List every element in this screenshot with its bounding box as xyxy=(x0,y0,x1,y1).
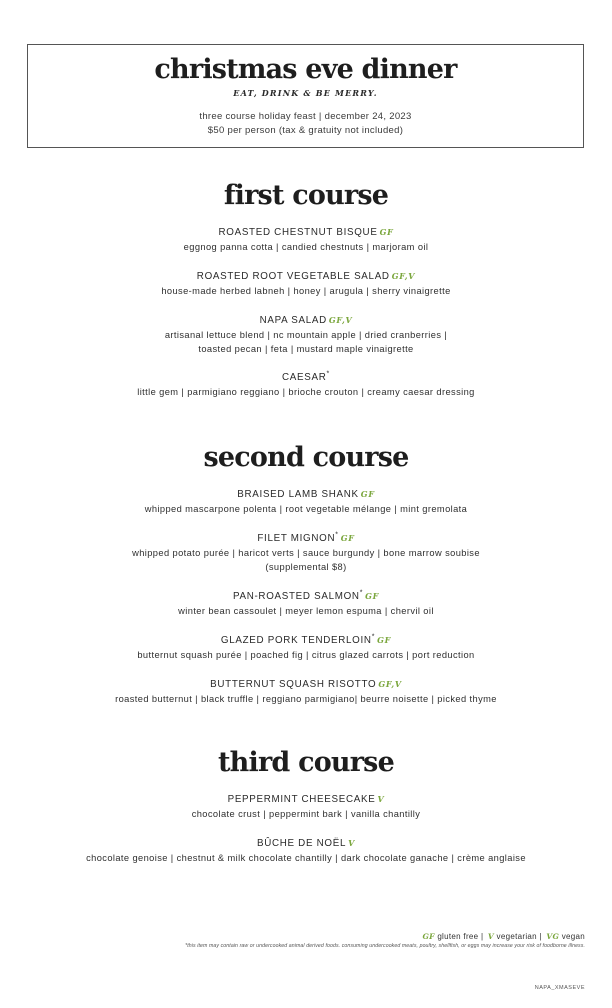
raw-item-asterisk: * xyxy=(335,531,339,539)
dish-description: whipped mascarpone polenta | root vegetable mélange | mint gremolata xyxy=(144,504,468,514)
raw-item-asterisk: * xyxy=(371,633,376,641)
course-title-third: third course xyxy=(218,747,394,778)
dish-description: eggnog panna cotta | candied chestnuts | marjoram oil xyxy=(183,242,429,252)
dish-description: chocolate crust | peppermint bark | vanilla chantilly xyxy=(191,809,421,819)
dish-description: little gem | parmigiano reggiano | brioche crouton | creamy caesar dressing xyxy=(137,387,475,397)
dish-name: FILET MIGNON* GF xyxy=(257,531,355,544)
dish-name: NAPA SALAD GF,V xyxy=(259,315,353,326)
vg-legend-label: vegan xyxy=(561,932,585,941)
dish-description: winter bean cassoulet | meyer lemon espuma | chervil oil xyxy=(178,606,434,616)
gf-legend-code: GF xyxy=(422,932,435,941)
dish-description: artisanal lettuce blend | nc mountain apple | dried cranberries | xyxy=(164,330,448,340)
dish-buche-de-noel xyxy=(0,836,612,865)
raw-item-asterisk: * xyxy=(359,589,364,597)
v-legend-code: V xyxy=(487,932,494,941)
course-title-first: first course xyxy=(223,180,389,211)
dish-name: PEPPERMINT CHEESECAKE V xyxy=(227,794,385,805)
dish-name: ROASTED CHESTNUT BISQUE GF xyxy=(218,227,394,238)
dish-peppermint-cheesecake xyxy=(0,792,612,821)
legend-separator: | xyxy=(480,932,484,941)
gf-tag: GF xyxy=(377,635,392,645)
dish-glazed-pork-tenderloin xyxy=(0,633,612,662)
gf-tag: GF xyxy=(365,591,380,601)
raw-food-disclaimer: *this item may contain raw or undercooked animal derived foods. consuming undercooked meats, poultry, shellfish, or eggs may increase your risk of foodborne illness. xyxy=(185,943,585,949)
dish-filet-mignon xyxy=(0,531,612,574)
dish-name: PAN-ROASTED SALMON* GF xyxy=(232,589,380,602)
dietary-legend xyxy=(420,932,585,941)
dish-braised-lamb-shank xyxy=(0,487,612,516)
dish-description: whipped potato purée | haricot verts | sauce burgundy | bone marrow soubise xyxy=(132,548,480,558)
dish-name: BRAISED LAMB SHANK GF xyxy=(237,489,375,500)
event-details: three course holiday feast | december 24, 2023 xyxy=(199,111,412,122)
dish-roasted-chestnut-bisque xyxy=(0,225,612,254)
dish-name: ROASTED ROOT VEGETABLE SALAD GF,V xyxy=(196,271,416,282)
dish-description: chocolate genoise | chestnut & milk chocolate chantilly | dark chocolate ganache | crème anglaise xyxy=(86,853,526,863)
dish-butternut-squash-risotto xyxy=(0,677,612,706)
v-tag: V xyxy=(348,838,356,848)
gf-v-tag: GF,V xyxy=(391,271,416,281)
dish-description: butternut squash purée | poached fig | citrus glazed carrots | port reduction xyxy=(137,650,475,660)
vg-legend-code: VG xyxy=(546,932,560,941)
dish-napa-salad xyxy=(0,313,612,356)
dish-name: GLAZED PORK TENDERLOIN* GF xyxy=(220,633,392,646)
dish-roasted-root-vegetable-salad xyxy=(0,269,612,298)
dish-description: house-made herbed labneh | honey | arugula | sherry vinaigrette xyxy=(161,286,451,296)
gf-legend-label: gluten free xyxy=(437,932,479,941)
dish-description: roasted butternut | black truffle | reggiano parmigiano| beurre noisette | picked thyme xyxy=(115,694,497,704)
menu-tagline: EAT, DRINK & BE MERRY. xyxy=(233,88,378,98)
gf-tag: GF xyxy=(379,227,394,237)
dish-name: BUTTERNUT SQUASH RISOTTO GF,V xyxy=(210,679,402,690)
dish-name: CAESAR* xyxy=(282,370,330,383)
legend-separator: | xyxy=(539,932,542,941)
menu-code: NAPA_XMASEVE xyxy=(534,985,585,991)
menu-header-box xyxy=(27,44,584,148)
price-details: $50 per person (tax & gratuity not included) xyxy=(207,125,404,136)
menu-title: christmas eve dinner xyxy=(154,54,457,85)
course-title-second: second course xyxy=(203,442,409,473)
gf-tag: GF xyxy=(340,533,355,543)
dish-caesar xyxy=(0,371,612,399)
v-tag: V xyxy=(377,794,385,804)
gf-tag: GF xyxy=(360,489,375,499)
gf-v-tag: GF,V xyxy=(328,315,353,325)
supplement-price: (supplemental $8) xyxy=(265,562,347,572)
raw-item-asterisk: * xyxy=(326,370,330,378)
gf-v-tag: GF,V xyxy=(378,679,402,689)
v-legend-label: vegetarian xyxy=(496,932,537,941)
dish-pan-roasted-salmon xyxy=(0,589,612,618)
dish-name: BÛCHE DE NOËL V xyxy=(256,838,356,849)
dish-description: toasted pecan | feta | mustard maple vinaigrette xyxy=(198,344,414,354)
